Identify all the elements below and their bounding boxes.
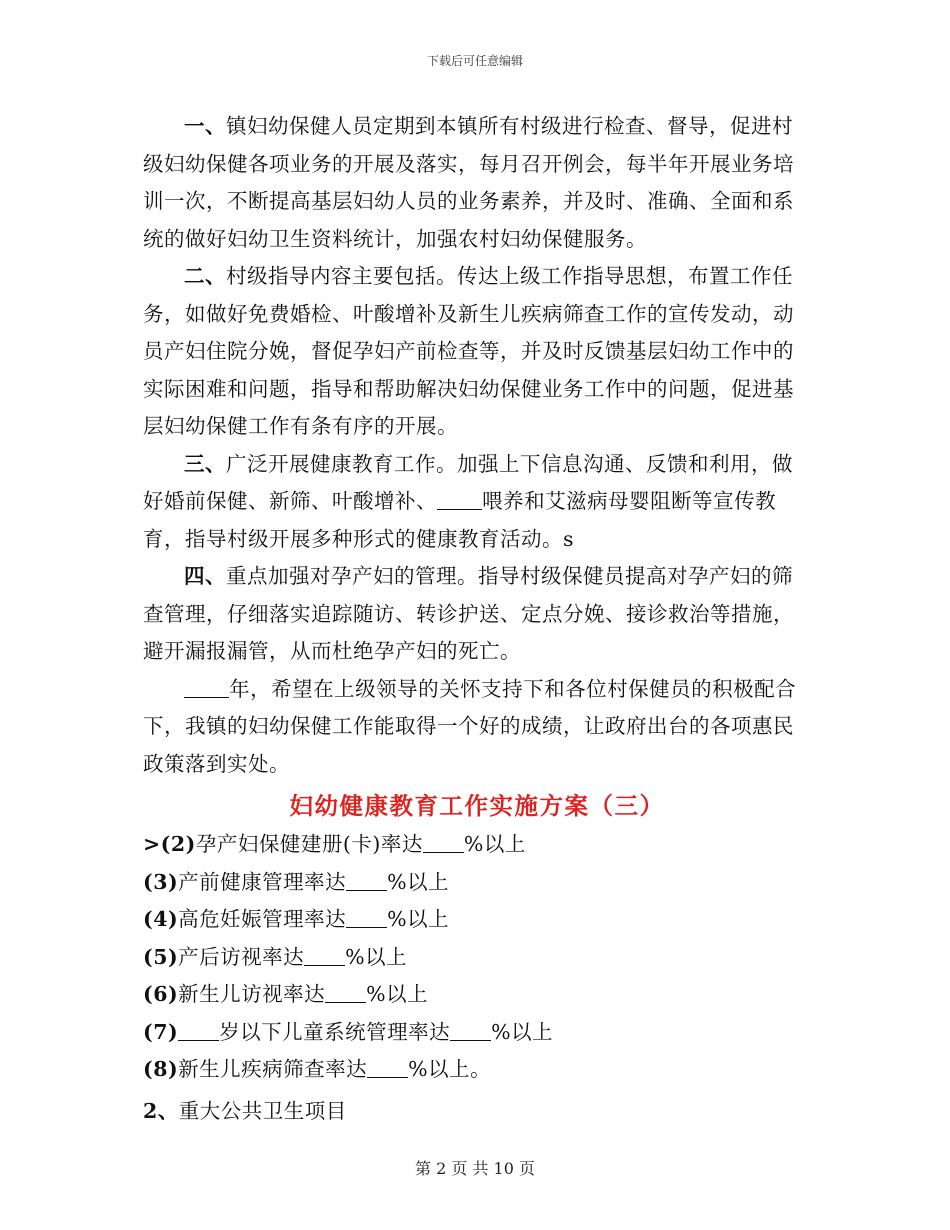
paragraph-2 — [143, 258, 811, 446]
item-number: (3) — [143, 869, 179, 894]
paragraph-lead: 一、 — [184, 114, 226, 138]
item-text: 新生儿疾病筛查率达 — [178, 1057, 368, 1081]
item-suffix: %以上 — [387, 869, 450, 894]
item-suffix: %以上 — [491, 1019, 554, 1044]
closing-item — [143, 1093, 811, 1131]
paragraph-1 — [143, 108, 811, 258]
fill-blank — [304, 944, 345, 966]
paragraph-lead: 四、 — [184, 564, 226, 588]
item-suffix: %以上 — [345, 944, 408, 969]
item-suffix: %以上 — [463, 832, 526, 856]
item-text: 岁以下儿童系统管理率达 — [219, 1019, 451, 1044]
paragraph-3 — [143, 446, 811, 559]
fill-blank — [184, 676, 229, 698]
list-item — [143, 901, 811, 939]
list-item — [143, 939, 811, 977]
list-item — [143, 976, 811, 1014]
page-footer: 第 2 页 共 10 页 — [415, 1159, 535, 1178]
list-item — [143, 826, 811, 864]
fill-blank — [178, 1019, 219, 1041]
paragraph-5 — [143, 671, 811, 784]
item-number: (7) — [143, 1019, 179, 1044]
item-suffix: %以上 — [366, 982, 429, 1006]
list-item — [143, 864, 811, 902]
fill-blank — [450, 1019, 491, 1041]
paragraph-text: 喂养和艾滋病母婴阻断等宣传教育，指导村级开展多种形式的健康教育活动。s — [143, 489, 777, 551]
item-number: (8) — [143, 1057, 179, 1081]
fill-blank — [367, 1057, 408, 1079]
page-header: 下载后可任意编辑 — [426, 54, 523, 68]
item-number: 2、 — [143, 1098, 179, 1123]
list-item — [143, 1014, 811, 1052]
item-suffix: %以上 — [387, 907, 450, 931]
item-suffix: %以上。 — [408, 1057, 492, 1081]
paragraph-text: 镇妇幼保健人员定期到本镇所有村级进行检查、督导，促进村级妇幼保健各项业务的开展及落实，每月召开例会，每半年开展业务培训一次，不断提高基层妇幼人员的业务素养，并及时、准确、全面和系统的做好妇幼卫生资料统计，加强农村妇幼保健服务。 — [143, 114, 794, 251]
item-text: 产前健康管理率达 — [178, 869, 347, 894]
item-text: 高危妊娠管理率达 — [178, 907, 347, 931]
paragraph-lead: 三、 — [184, 451, 226, 476]
section-title: 妇幼健康教育工作实施方案（三） — [289, 792, 665, 820]
fill-blank — [325, 982, 366, 1004]
document-body — [143, 108, 811, 1130]
paragraph-text: 年，希望在上级领导的关怀支持下和各位村保健员的积极配合下，我镇的妇幼保健工作能取得一个好的成绩，让政府出台的各项惠民政策落到实处。 — [143, 676, 797, 776]
item-text: 重大公共卫生项目 — [178, 1098, 347, 1123]
fill-blank — [437, 489, 482, 511]
paragraph-text: 村级指导内容主要包括。传达上级工作指导思想，布置工作任务，如做好免费婚检、叶酸增补及新生儿疾病筛查工作的宣传发动，动员产妇住院分娩，督促孕妇产前检查等，并及时反馈基层妇幼工作中的实际困难和问题，指导和帮助解决妇幼保健业务工作中的问题，促进基层妇幼保健工作有条有序的开展。 — [143, 264, 794, 438]
item-number: (5) — [143, 944, 179, 969]
fill-blank — [423, 832, 464, 854]
paragraph-lead: 二、 — [184, 264, 226, 288]
paragraph-text: 重点加强对孕产妇的管理。指导村级保健员提高对孕产妇的筛查管理，仔细落实追踪随访、转诊护送、定点分娩、接诊救治等措施，避开漏报漏管，从而杜绝孕产妇的死亡。 — [143, 564, 794, 663]
item-text: 孕产妇保健建册(卡)率达 — [195, 832, 423, 856]
item-number: (4) — [143, 907, 179, 931]
item-number: (6) — [143, 982, 179, 1006]
paragraph-4 — [143, 558, 811, 671]
list-item — [143, 1051, 811, 1089]
item-text: 新生儿访视率达 — [178, 982, 326, 1006]
fill-blank — [346, 869, 387, 891]
item-number: >(2) — [143, 832, 196, 856]
item-text: 产后访视率达 — [178, 944, 305, 969]
paragraph-text: 广泛开展健康教育工作。加强上下信息沟通、反馈和利用，做好婚前保健、新筛、叶酸增补、 — [143, 451, 793, 513]
fill-blank — [346, 907, 387, 929]
